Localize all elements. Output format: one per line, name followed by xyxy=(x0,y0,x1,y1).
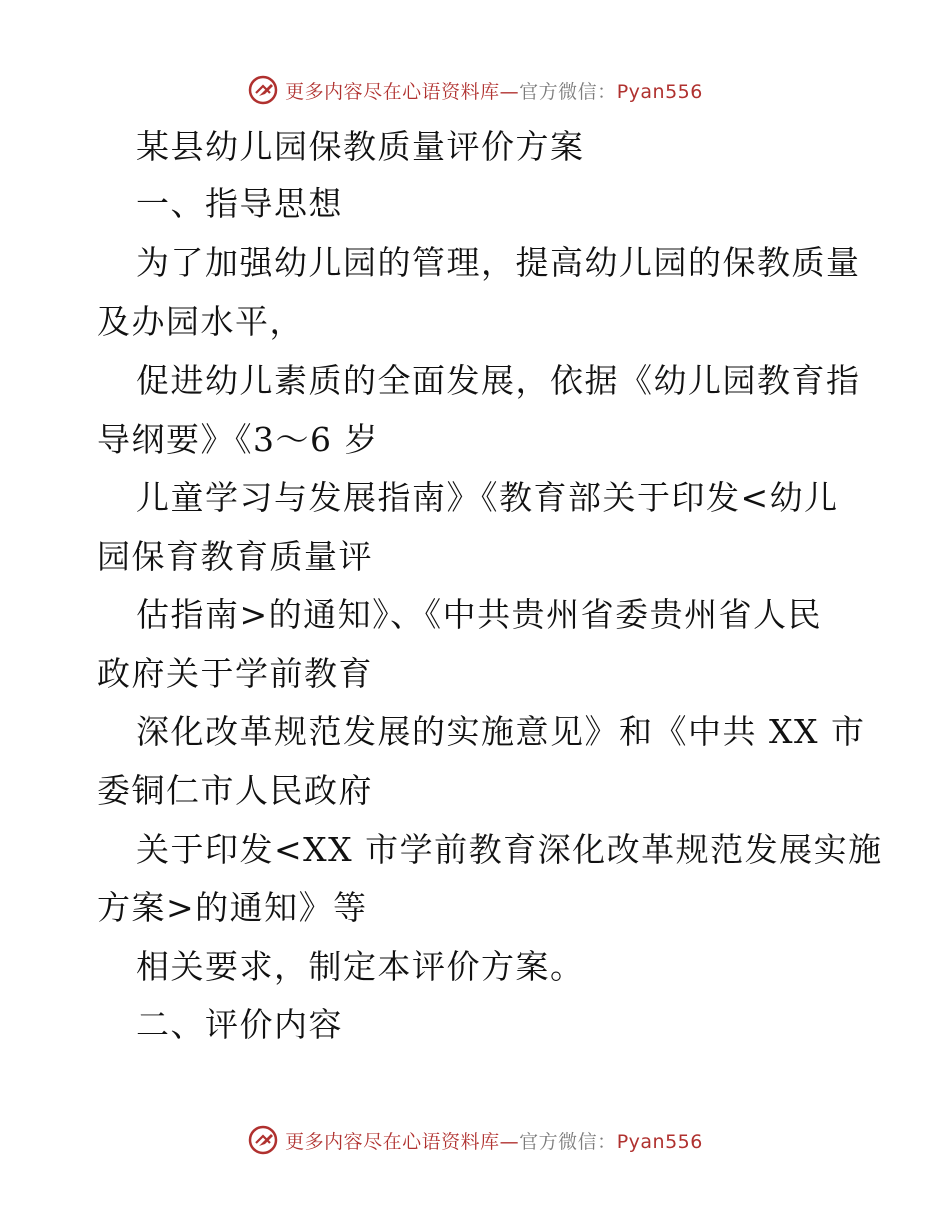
paragraph-line: 导纲要》《3～6 岁 xyxy=(97,420,379,459)
banner-main-text: 更多内容尽在心语资料库 xyxy=(285,80,500,103)
book-pen-logo-icon xyxy=(247,1124,279,1156)
header-banner xyxy=(0,70,950,110)
section-heading-guiding-ideology: 一、指导思想 xyxy=(136,184,343,223)
footer-banner xyxy=(0,1120,950,1160)
paragraph-line: 关于印发<XX 市学前教育深化改革规范发展实施 xyxy=(136,830,883,869)
banner-separator: — xyxy=(499,80,520,103)
footer-banner-text xyxy=(285,1127,703,1154)
banner-wechat-id: Pyan556 xyxy=(616,80,703,103)
paragraph-line: 估指南>的通知》、《中共贵州省委贵州省人民 xyxy=(136,595,823,634)
paragraph-line: 儿童学习与发展指南》《教育部关于印发<幼儿 xyxy=(136,478,839,517)
paragraph-line: 为了加强幼儿园的管理，提高幼儿园的保教质量 xyxy=(136,243,861,282)
banner-wechat-label: 官方微信： xyxy=(519,1130,617,1153)
paragraph-line: 委铜仁市人民政府 xyxy=(97,771,373,810)
paragraph-line: 政府关于学前教育 xyxy=(97,654,373,693)
banner-wechat-id: Pyan556 xyxy=(616,1130,703,1153)
banner-wechat-label: 官方微信： xyxy=(519,80,617,103)
paragraph-line: 园保育教育质量评 xyxy=(97,537,373,576)
book-pen-logo-icon xyxy=(247,74,279,106)
paragraph-line: 促进幼儿素质的全面发展，依据《幼儿园教育指 xyxy=(136,361,861,400)
paragraph-line: 及办园水平， xyxy=(97,302,304,341)
banner-separator: — xyxy=(499,1130,520,1153)
paragraph-line: 深化改革规范发展的实施意见》和《中共 XX 市 xyxy=(136,712,866,751)
document-title: 某县幼儿园保教质量评价方案 xyxy=(136,127,585,166)
section-heading-evaluation-content: 二、评价内容 xyxy=(136,1005,343,1044)
paragraph-line: 相关要求，制定本评价方案。 xyxy=(136,947,585,986)
banner-main-text: 更多内容尽在心语资料库 xyxy=(285,1130,500,1153)
paragraph-line: 方案>的通知》等 xyxy=(97,888,368,927)
header-banner-text xyxy=(285,77,703,104)
